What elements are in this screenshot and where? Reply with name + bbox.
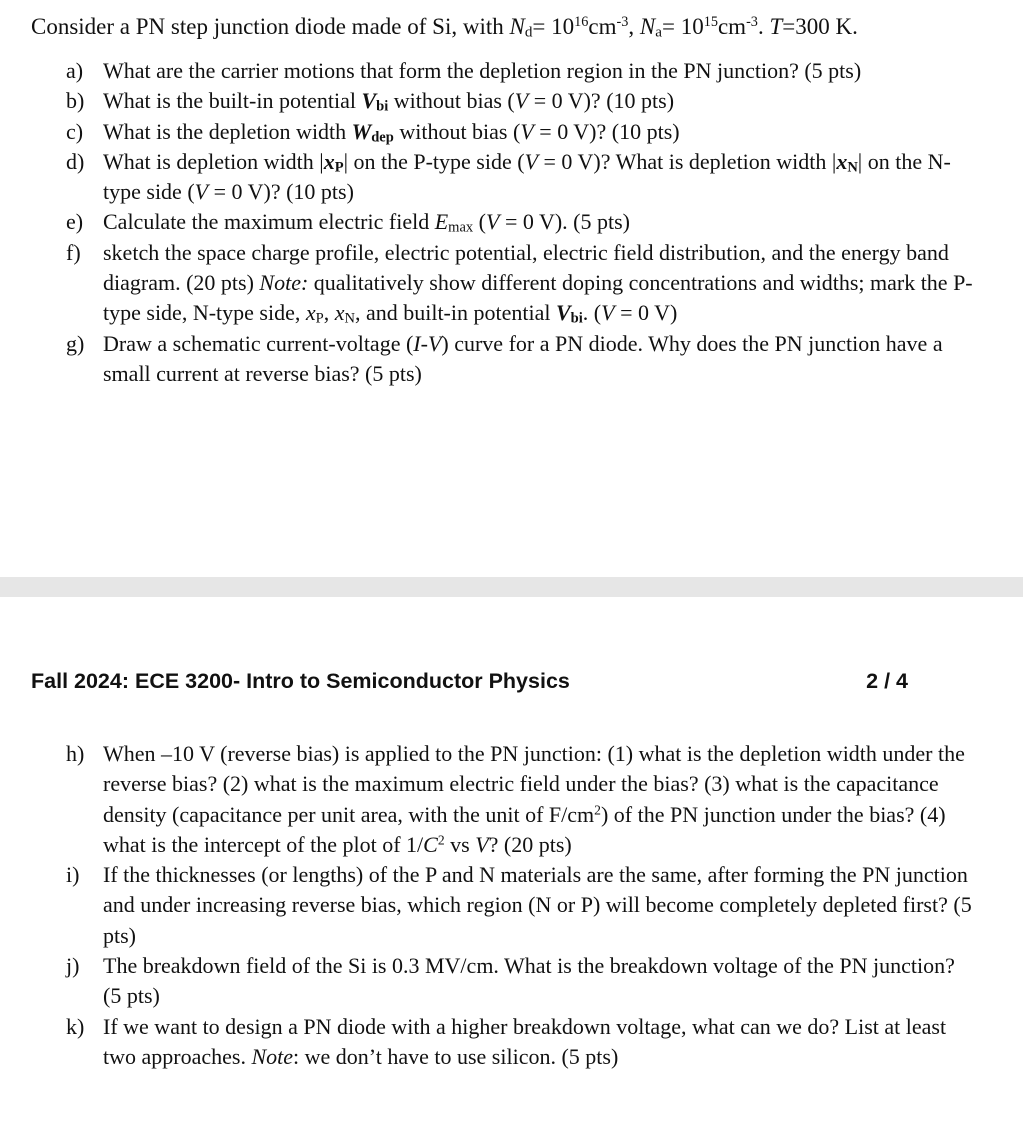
intro-lead: Consider a PN step junction diode made of Si, with	[31, 14, 510, 39]
question-label: e)	[66, 209, 84, 235]
nd-exp: 16	[574, 14, 589, 31]
question-label: h)	[66, 741, 85, 766]
question-i	[66, 860, 976, 951]
question-list-page-2	[66, 739, 976, 1072]
t-symbol: T	[769, 14, 783, 39]
course-title: Fall 2024: ECE 3200- Intro to Semiconductor Physics	[31, 669, 570, 693]
question-b	[66, 86, 976, 116]
page-separator	[0, 577, 1023, 597]
question-c	[66, 117, 976, 147]
question-text: What is the built-in potential Vbi without bias (V = 0 V)? (10 pts)	[103, 88, 675, 115]
question-label: c)	[66, 118, 84, 144]
nd-unit: cm	[588, 14, 617, 39]
nd-symbol: N	[509, 14, 525, 39]
question-label: f)	[66, 239, 81, 265]
question-list-page-1	[66, 56, 976, 389]
question-label: d)	[66, 148, 85, 174]
intro-sep-2: .	[757, 14, 770, 39]
question-text: When –10 V (reverse bias) is applied to the PN junction: (1) what is the depletion width under the reverse bias? (2) what is the maximum electric field under the bias? (3) what is the capacitance density (capacitance per unit area, with the unit of $F/cm^2$) of the PN junction under the bias? (4) what is the intercept of the plot of $1/C^2$ vs V? (20 pts)	[103, 741, 965, 857]
question-label: a)	[66, 58, 84, 83]
page-number: 2 / 4	[866, 669, 908, 693]
question-text: Draw a schematic current-voltage (I-V) curve for a PN diode. Why does the PN junction have a small current at reverse bias? (5 pts)	[103, 330, 943, 386]
problem-intro	[31, 12, 858, 42]
question-text: sketch the space charge profile, electric potential, electric field distribution, and the energy band diagram. (20 pts) Note: qualitatively show different doping concentrations and widths; mark the P-type side, N-type side, xP, xN, and built-in potential Vbi. (V = 0 V)	[103, 239, 973, 327]
question-e	[66, 207, 976, 237]
question-label: i)	[66, 862, 80, 888]
question-j	[66, 951, 976, 1012]
nd-value: = 10	[532, 14, 575, 39]
intro-sep: ,	[628, 14, 640, 39]
question-f	[66, 238, 976, 329]
question-text: Calculate the maximum electric field Emax (V = 0 V). (5 pts)	[103, 209, 630, 237]
na-sub: a	[655, 23, 662, 41]
question-text: If we want to design a PN diode with a higher breakdown voltage, what can we do? List at least two approaches. Note: we don’t have to use silicon. (5 pts)	[103, 1013, 947, 1069]
page-2	[0, 597, 1023, 1137]
question-g	[66, 329, 976, 390]
question-text: If the thicknesses (or lengths) of the P and N materials are the same, after forming the PN junction and under increasing reverse bias, which region (N or P) will become completely depleted first? (5 pts)	[103, 862, 972, 948]
question-d	[66, 147, 976, 208]
question-h	[66, 739, 976, 860]
t-value: =300 K.	[782, 14, 858, 39]
na-symbol: N	[639, 14, 656, 39]
nd-sub: d	[524, 23, 533, 41]
nd-unit-exp: -3	[616, 14, 629, 31]
question-label: j)	[66, 953, 80, 979]
question-text: What are the carrier motions that form the depletion region in the PN junction? (5 pts)	[103, 58, 862, 83]
page-header	[31, 669, 908, 694]
question-k	[66, 1012, 976, 1073]
na-unit: cm	[717, 14, 747, 39]
na-unit-exp: -3	[746, 14, 758, 31]
question-a	[66, 56, 976, 86]
question-text: What is the depletion width Wdep without bias (V = 0 V)? (10 pts)	[103, 118, 680, 146]
question-label: k)	[66, 1013, 85, 1039]
question-text: What is depletion width |xP| on the P-type side (V = 0 V)? What is depletion width |xN| on the N-type side (V = 0 V)? (10 pts)	[103, 148, 951, 205]
na-exp: 15	[703, 14, 718, 31]
question-label: g)	[66, 330, 85, 356]
question-label: b)	[66, 88, 85, 114]
na-value: = 10	[661, 14, 704, 39]
question-text: The breakdown field of the Si is 0.3 MV/cm. What is the breakdown voltage of the PN junction? (5 pts)	[103, 953, 955, 1009]
